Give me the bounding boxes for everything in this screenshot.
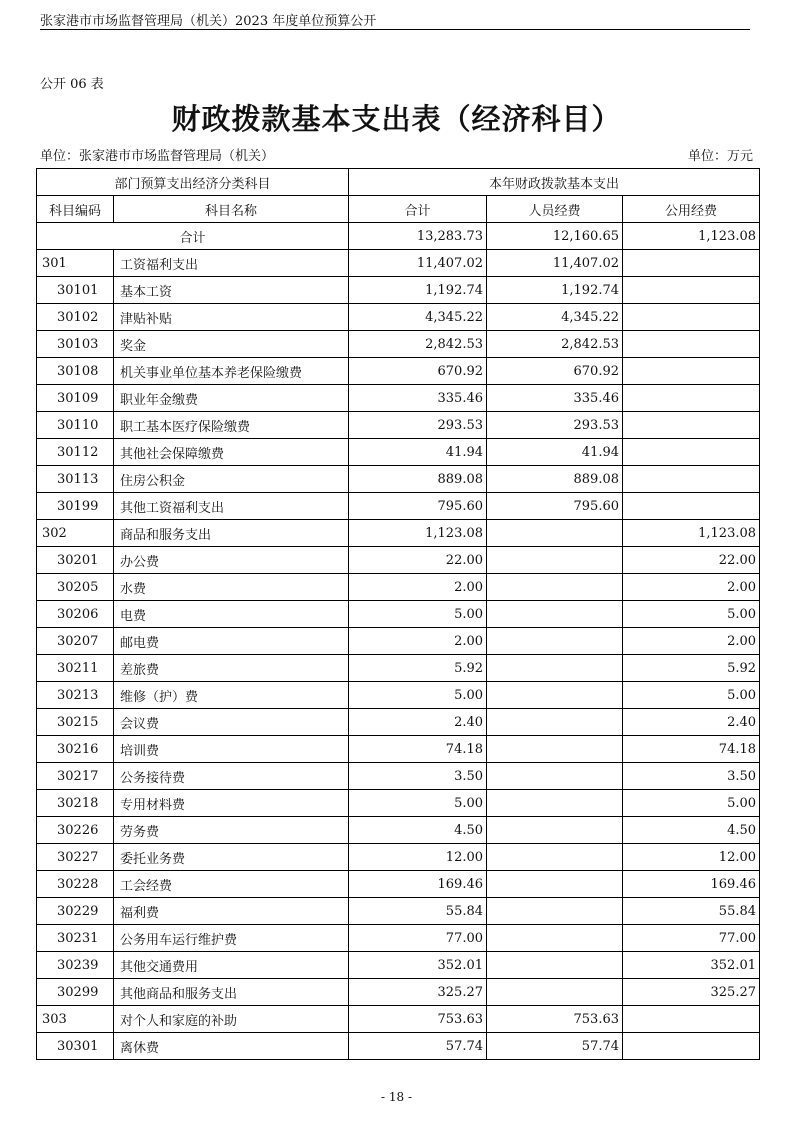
row-personnel: 11,407.02 xyxy=(487,250,623,277)
row-public: 12.00 xyxy=(623,844,760,871)
row-personnel: 889.08 xyxy=(487,466,623,493)
row-code: 30102 xyxy=(37,304,114,331)
row-public xyxy=(623,493,760,520)
running-header: 张家港市市场监督管理局（机关）2023 年度单位预算公开 xyxy=(40,14,377,29)
row-personnel xyxy=(487,979,623,1006)
row-public: 5.00 xyxy=(623,790,760,817)
row-total: 55.84 xyxy=(349,898,487,925)
row-personnel xyxy=(487,844,623,871)
row-code: 30301 xyxy=(37,1033,114,1060)
row-name: 公务接待费 xyxy=(114,763,349,790)
row-public: 22.00 xyxy=(623,547,760,574)
row-personnel xyxy=(487,898,623,925)
row-name: 基本工资 xyxy=(114,277,349,304)
row-name: 其他商品和服务支出 xyxy=(114,979,349,1006)
row-code: 30101 xyxy=(37,277,114,304)
row-code: 30213 xyxy=(37,682,114,709)
row-personnel: 293.53 xyxy=(487,412,623,439)
row-name: 福利费 xyxy=(114,898,349,925)
row-personnel: 795.60 xyxy=(487,493,623,520)
row-total: 5.92 xyxy=(349,655,487,682)
row-code: 30231 xyxy=(37,925,114,952)
row-name: 差旅费 xyxy=(114,655,349,682)
row-total: 11,407.02 xyxy=(349,250,487,277)
row-personnel xyxy=(487,574,623,601)
row-name: 其他工资福利支出 xyxy=(114,493,349,520)
row-personnel: 41.94 xyxy=(487,439,623,466)
amount-unit-label: 单位：万元 xyxy=(687,149,753,164)
table-row xyxy=(37,844,760,871)
row-personnel xyxy=(487,520,623,547)
row-personnel xyxy=(487,736,623,763)
row-code: 30113 xyxy=(37,466,114,493)
row-name: 水费 xyxy=(114,574,349,601)
row-personnel xyxy=(487,925,623,952)
row-total: 74.18 xyxy=(349,736,487,763)
row-public xyxy=(623,412,760,439)
row-name: 津贴补贴 xyxy=(114,304,349,331)
table-row xyxy=(37,601,760,628)
row-code: 30110 xyxy=(37,412,114,439)
row-code: 30299 xyxy=(37,979,114,1006)
table-row xyxy=(37,277,760,304)
row-total: 169.46 xyxy=(349,871,487,898)
header-personnel: 人员经费 xyxy=(487,196,623,223)
row-public: 2.40 xyxy=(623,709,760,736)
table-row xyxy=(37,925,760,952)
row-code: 30228 xyxy=(37,871,114,898)
row-public xyxy=(623,466,760,493)
row-name: 对个人和家庭的补助 xyxy=(114,1006,349,1033)
row-public: 325.27 xyxy=(623,979,760,1006)
row-total: 22.00 xyxy=(349,547,487,574)
row-name: 机关事业单位基本养老保险缴费 xyxy=(114,358,349,385)
row-public: 55.84 xyxy=(623,898,760,925)
row-name: 维修（护）费 xyxy=(114,682,349,709)
table-header-row-group xyxy=(37,169,760,196)
total-row xyxy=(37,223,760,250)
row-personnel xyxy=(487,601,623,628)
row-code: 30239 xyxy=(37,952,114,979)
table-row xyxy=(37,952,760,979)
table-row xyxy=(37,439,760,466)
table-header-row-columns xyxy=(37,196,760,223)
row-personnel: 1,192.74 xyxy=(487,277,623,304)
row-total: 2.00 xyxy=(349,574,487,601)
row-public: 2.00 xyxy=(623,628,760,655)
row-code: 30216 xyxy=(37,736,114,763)
budget-table xyxy=(36,168,760,1060)
table-number: 公开 06 表 xyxy=(40,77,104,92)
row-total: 1,123.08 xyxy=(349,520,487,547)
total-row-personnel: 12,160.65 xyxy=(487,223,623,250)
table-row xyxy=(37,466,760,493)
row-total: 41.94 xyxy=(349,439,487,466)
total-row-public: 1,123.08 xyxy=(623,223,760,250)
table-row xyxy=(37,358,760,385)
row-name: 公务用车运行维护费 xyxy=(114,925,349,952)
row-personnel xyxy=(487,682,623,709)
row-public xyxy=(623,331,760,358)
row-name: 工资福利支出 xyxy=(114,250,349,277)
row-name: 奖金 xyxy=(114,331,349,358)
header-economic-category: 部门预算支出经济分类科目 xyxy=(37,169,349,196)
row-code: 30201 xyxy=(37,547,114,574)
row-code: 30206 xyxy=(37,601,114,628)
row-personnel: 753.63 xyxy=(487,1006,623,1033)
row-code: 30218 xyxy=(37,790,114,817)
table-row xyxy=(37,790,760,817)
header-name: 科目名称 xyxy=(114,196,349,223)
row-code: 30227 xyxy=(37,844,114,871)
row-code: 30226 xyxy=(37,817,114,844)
table-row xyxy=(37,493,760,520)
table-row xyxy=(37,1006,760,1033)
row-total: 325.27 xyxy=(349,979,487,1006)
row-name: 职工基本医疗保险缴费 xyxy=(114,412,349,439)
row-name: 邮电费 xyxy=(114,628,349,655)
table-row xyxy=(37,871,760,898)
row-public xyxy=(623,1006,760,1033)
table-row xyxy=(37,412,760,439)
row-personnel: 57.74 xyxy=(487,1033,623,1060)
row-code: 30199 xyxy=(37,493,114,520)
header-basic-expenditure: 本年财政拨款基本支出 xyxy=(349,169,760,196)
row-public: 2.00 xyxy=(623,574,760,601)
row-total: 2,842.53 xyxy=(349,331,487,358)
row-personnel xyxy=(487,952,623,979)
table-row xyxy=(37,574,760,601)
row-public: 4.50 xyxy=(623,817,760,844)
row-code: 30103 xyxy=(37,331,114,358)
row-personnel: 670.92 xyxy=(487,358,623,385)
row-personnel: 4,345.22 xyxy=(487,304,623,331)
row-total: 5.00 xyxy=(349,601,487,628)
row-public: 74.18 xyxy=(623,736,760,763)
row-public: 169.46 xyxy=(623,871,760,898)
row-public: 5.92 xyxy=(623,655,760,682)
row-personnel xyxy=(487,628,623,655)
row-personnel: 2,842.53 xyxy=(487,331,623,358)
row-personnel xyxy=(487,817,623,844)
row-name: 委托业务费 xyxy=(114,844,349,871)
header-divider xyxy=(40,29,750,30)
total-row-total: 13,283.73 xyxy=(349,223,487,250)
row-total: 3.50 xyxy=(349,763,487,790)
table-row xyxy=(37,331,760,358)
table-row xyxy=(37,979,760,1006)
row-code: 30109 xyxy=(37,385,114,412)
row-total: 4.50 xyxy=(349,817,487,844)
header-code: 科目编码 xyxy=(37,196,114,223)
total-row-label: 合计 xyxy=(37,223,349,250)
table-row xyxy=(37,817,760,844)
table-row xyxy=(37,547,760,574)
row-name: 会议费 xyxy=(114,709,349,736)
page-number: - 18 - xyxy=(380,1090,412,1104)
row-name: 商品和服务支出 xyxy=(114,520,349,547)
page-title: 财政拨款基本支出表（经济科目） xyxy=(171,102,622,136)
row-total: 2.00 xyxy=(349,628,487,655)
row-public: 3.50 xyxy=(623,763,760,790)
row-public: 77.00 xyxy=(623,925,760,952)
row-public: 5.00 xyxy=(623,682,760,709)
row-total: 352.01 xyxy=(349,952,487,979)
row-total: 2.40 xyxy=(349,709,487,736)
row-total: 670.92 xyxy=(349,358,487,385)
row-name: 职业年金缴费 xyxy=(114,385,349,412)
header-public: 公用经费 xyxy=(623,196,760,223)
row-public xyxy=(623,304,760,331)
row-total: 12.00 xyxy=(349,844,487,871)
table-row xyxy=(37,1033,760,1060)
row-public: 1,123.08 xyxy=(623,520,760,547)
row-code: 302 xyxy=(37,520,114,547)
unit-label: 单位：张家港市市场监督管理局（机关） xyxy=(40,149,275,164)
table-row xyxy=(37,763,760,790)
table-row xyxy=(37,304,760,331)
row-total: 1,192.74 xyxy=(349,277,487,304)
row-total: 5.00 xyxy=(349,682,487,709)
row-code: 303 xyxy=(37,1006,114,1033)
row-personnel xyxy=(487,871,623,898)
row-name: 工会经费 xyxy=(114,871,349,898)
row-total: 889.08 xyxy=(349,466,487,493)
row-name: 其他交通费用 xyxy=(114,952,349,979)
table-row xyxy=(37,250,760,277)
row-name: 其他社会保障缴费 xyxy=(114,439,349,466)
table-row xyxy=(37,898,760,925)
row-personnel xyxy=(487,655,623,682)
row-public xyxy=(623,277,760,304)
row-name: 专用材料费 xyxy=(114,790,349,817)
table-row xyxy=(37,655,760,682)
row-total: 293.53 xyxy=(349,412,487,439)
row-public xyxy=(623,439,760,466)
row-code: 30229 xyxy=(37,898,114,925)
row-public: 5.00 xyxy=(623,601,760,628)
header-total: 合计 xyxy=(349,196,487,223)
row-total: 795.60 xyxy=(349,493,487,520)
row-total: 5.00 xyxy=(349,790,487,817)
row-public xyxy=(623,250,760,277)
row-total: 753.63 xyxy=(349,1006,487,1033)
row-name: 办公费 xyxy=(114,547,349,574)
row-code: 30205 xyxy=(37,574,114,601)
row-personnel xyxy=(487,763,623,790)
table-row xyxy=(37,682,760,709)
row-public xyxy=(623,358,760,385)
row-code: 30215 xyxy=(37,709,114,736)
table-row xyxy=(37,736,760,763)
row-code: 30112 xyxy=(37,439,114,466)
row-public xyxy=(623,385,760,412)
row-name: 劳务费 xyxy=(114,817,349,844)
row-code: 301 xyxy=(37,250,114,277)
row-name: 离休费 xyxy=(114,1033,349,1060)
table-row xyxy=(37,385,760,412)
table-row xyxy=(37,628,760,655)
row-code: 30207 xyxy=(37,628,114,655)
row-total: 77.00 xyxy=(349,925,487,952)
row-code: 30217 xyxy=(37,763,114,790)
row-name: 培训费 xyxy=(114,736,349,763)
row-code: 30211 xyxy=(37,655,114,682)
row-public: 352.01 xyxy=(623,952,760,979)
row-personnel xyxy=(487,547,623,574)
row-total: 4,345.22 xyxy=(349,304,487,331)
table-row xyxy=(37,709,760,736)
row-total: 335.46 xyxy=(349,385,487,412)
row-personnel xyxy=(487,709,623,736)
row-name: 住房公积金 xyxy=(114,466,349,493)
row-code: 30108 xyxy=(37,358,114,385)
table-row xyxy=(37,520,760,547)
row-total: 57.74 xyxy=(349,1033,487,1060)
row-personnel: 335.46 xyxy=(487,385,623,412)
row-personnel xyxy=(487,790,623,817)
row-name: 电费 xyxy=(114,601,349,628)
row-public xyxy=(623,1033,760,1060)
